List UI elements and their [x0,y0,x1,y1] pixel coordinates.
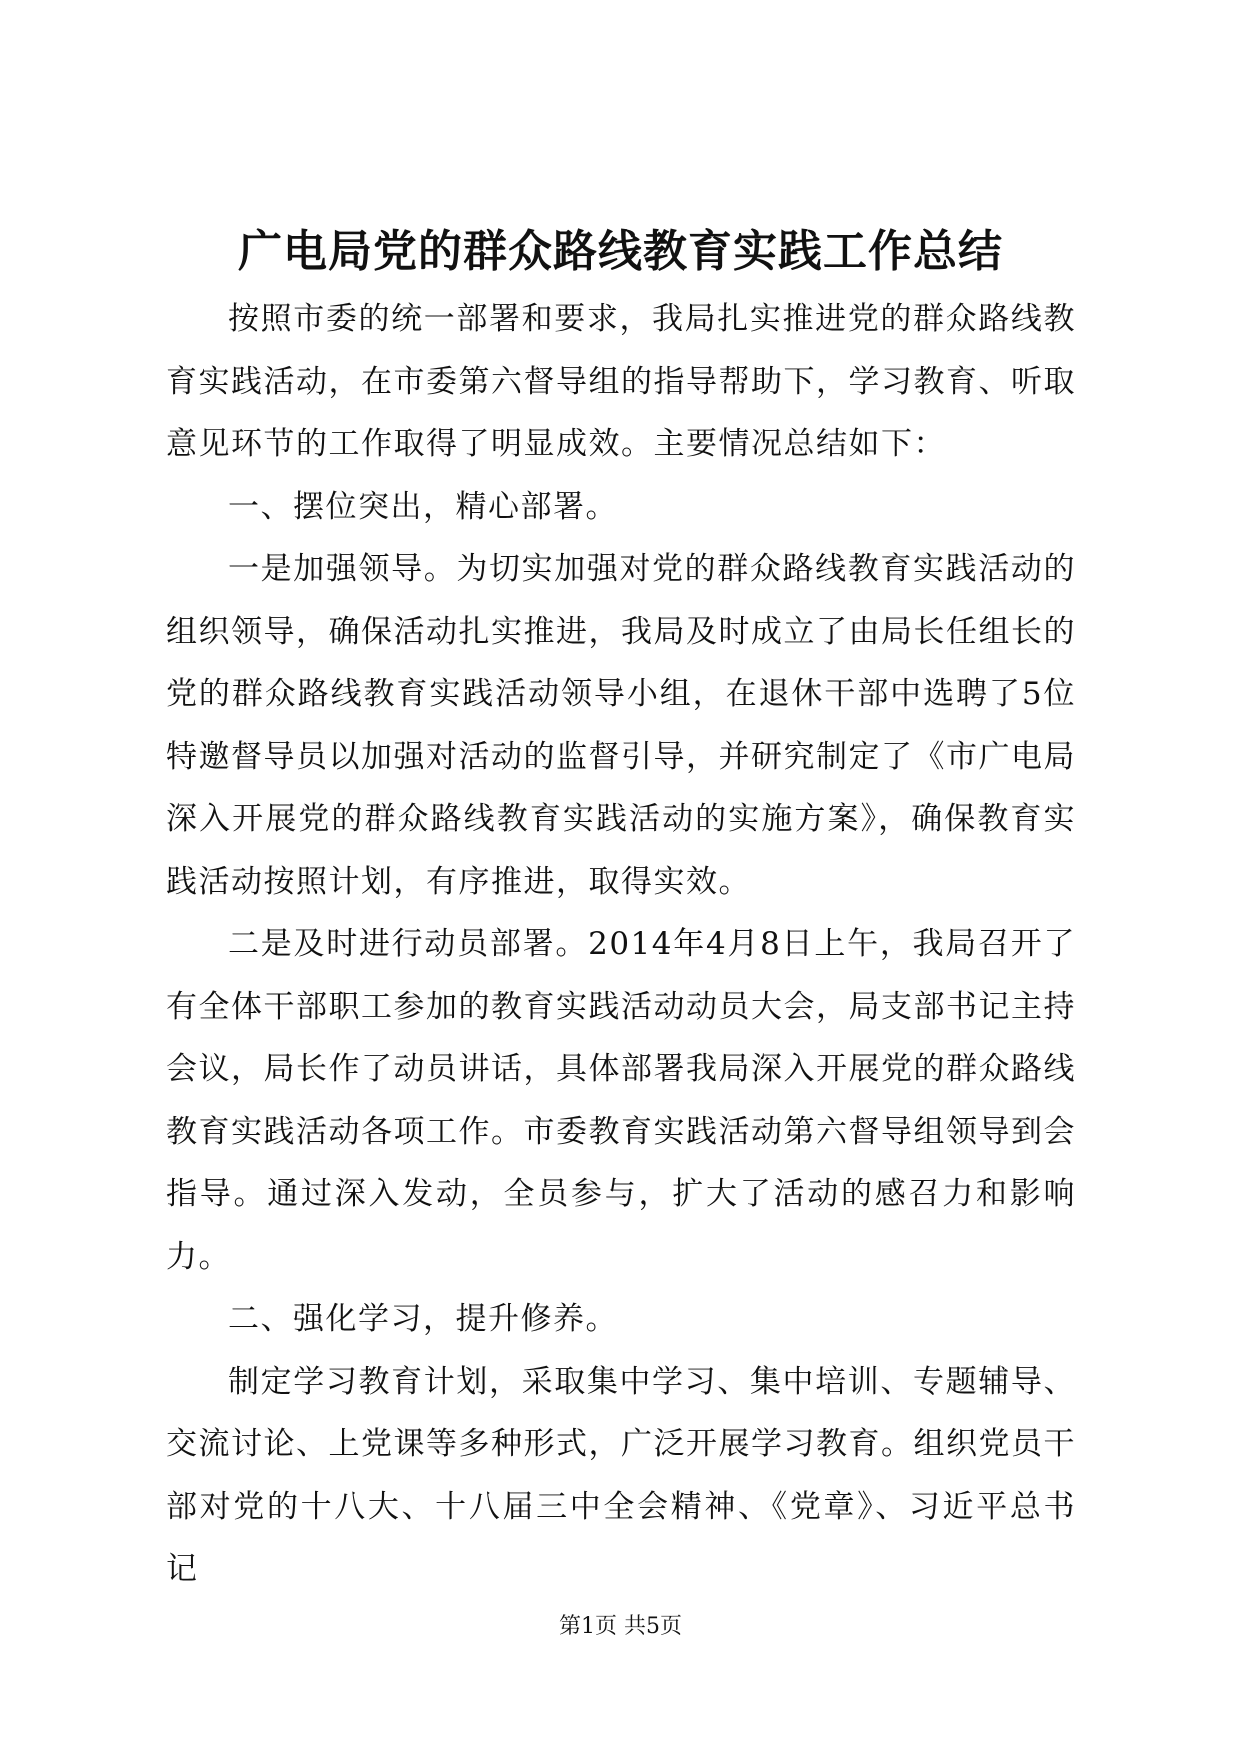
paragraph-study-plan: 制定学习教育计划，采取集中学习、集中培训、专题辅导、交流讨论、上党课等多种形式，广泛开展学习教育。组织党员干部对党的十八大、十八届三中全会精神、《党章》、习近平总书记 [166,1363,1076,1587]
section-heading-1: 一、摆位突出，精心部署。 [228,488,618,525]
document-body [166,288,1076,1601]
section-heading-2: 二、强化学习，提升修养。 [228,1301,618,1337]
paragraph-leadership: 一是加强领导。为切实加强对党的群众路线教育实践活动的组织领导，确保活动扎实推进，我局及时成立了由局长任组长的党的群众路线教育实践活动领导小组，在退休干部中选聘了5位特邀督导员以加强对活动的监督引导，并研究制定了《市广电局深入开展党的群众路线教育实践活动的实施方案》，确保教育实践活动按照计划，有序推进，取得实效。 [166,551,1076,900]
page-footer: 第1页 共5页 [559,1614,682,1639]
document-title: 广电局党的群众路线教育实践工作总结 [238,226,1003,277]
paragraph-intro: 按照市委的统一部署和要求，我局扎实推进党的群众路线教育实践活动，在市委第六督导组的指导帮助下，学习教育、听取意见环节的工作取得了明显成效。主要情况总结如下： [166,301,1076,462]
paragraph-mobilization: 二是及时进行动员部署。2014年4月8日上午，我局召开了有全体干部职工参加的教育实践活动动员大会，局支部书记主持会议，局长作了动员讲话，具体部署我局深入开展党的群众路线教育实践活动各项工作。市委教育实践活动第六督导组领导到会指导。通过深入发动，全员参与，扩大了活动的感召力和影响力。 [166,926,1076,1275]
